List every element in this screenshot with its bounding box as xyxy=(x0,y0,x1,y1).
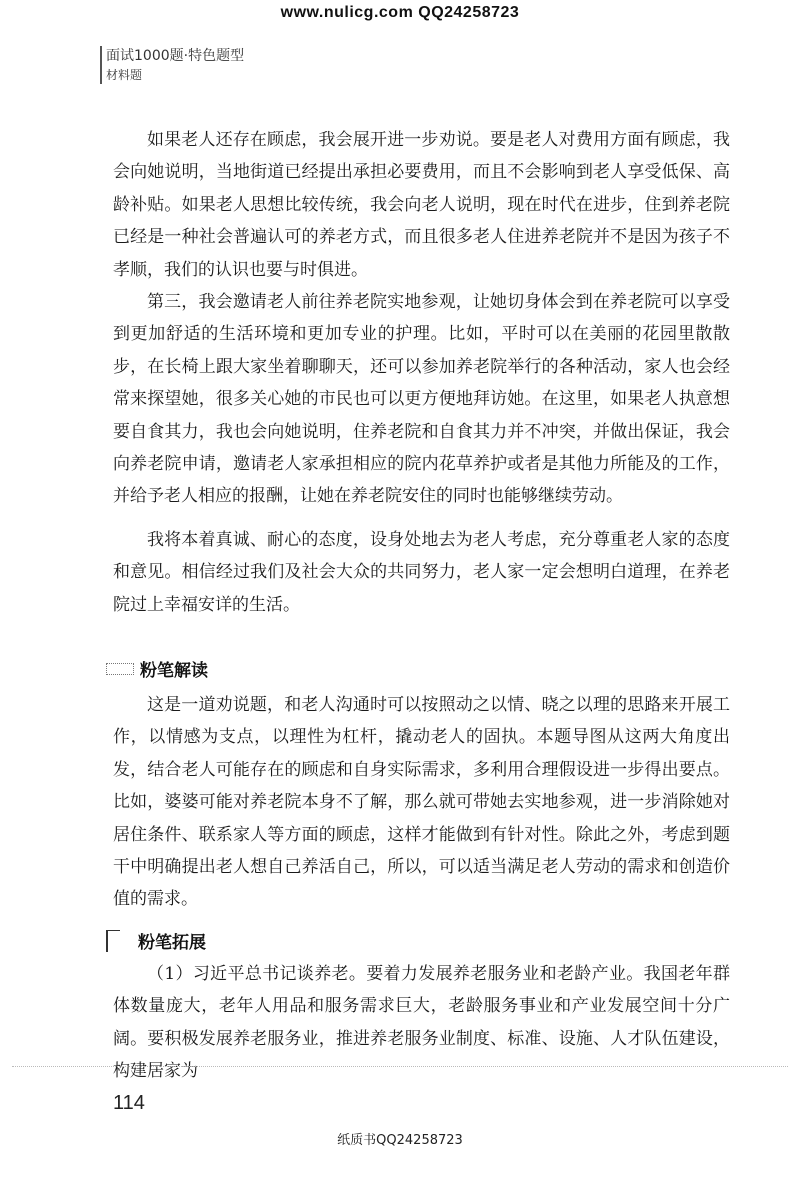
section-heading-extension xyxy=(106,928,206,953)
section-marker-icon xyxy=(106,663,134,675)
body-paragraph-2: 第三，我会邀请老人前往养老院实地参观，让她切身体会到在养老院可以享受到更加舒适的生活环境和更加专业的护理。比如，平时可以在美丽的花园里散散步，在长椅上跟大家坐着聊聊天，还可以参加养老院举行的各种活动，家人也会经常来探望她，很多关心她的市民也可以更方便地拜访她。在这里，如果老人执意想要自食其力，我也会向她说明，住养老院和自食其力并不冲突，并做出保证，我会向养老院申请，邀请老人家承担相应的院内花草养护或者是其他力所能及的工作，并给予老人相应的报酬，让她在养老院安住的同时也能够继续劳动。 xyxy=(113,292,730,507)
watermark-bottom: 纸质书QQ24258723 xyxy=(337,1133,463,1148)
page-number: 114 xyxy=(113,1092,145,1114)
body-paragraph-1: 如果老人还存在顾虑，我会展开进一步劝说。要是老人对费用方面有顾虑，我会向她说明，当地街道已经提出承担必要费用，而且不会影响到老人享受低保、高龄补贴。如果老人思想比较传统，我会向老人说明，现在时代在进步，住到养老院已经是一种社会普遍认可的养老方式，而且很多老人住进养老院并不是因为孩子不孝顺，我们的认识也要与时俱进。 xyxy=(113,130,730,280)
section-marker-icon xyxy=(106,930,120,952)
running-head-subtitle: 材料题 xyxy=(106,68,143,82)
running-head-series: 面试1000题·特色题型 xyxy=(106,48,245,64)
scan-artifact-line xyxy=(12,1066,788,1067)
watermark-top: www.nulicg.com QQ24258723 xyxy=(280,4,520,21)
running-head xyxy=(100,46,244,84)
body-paragraph-3: 我将本着真诚、耐心的态度，设身处地去为老人考虑，充分尊重老人家的态度和意见。相信经过我们及社会大众的共同努力，老人家一定会想明白道理，在养老院过上幸福安详的生活。 xyxy=(113,530,730,615)
section-title-extension: 粉笔拓展 xyxy=(138,933,206,953)
section-heading-interpretation xyxy=(106,656,208,681)
interpretation-paragraph: 这是一道劝说题，和老人沟通时可以按照动之以情、晓之以理的思路来开展工作，以情感为支点，以理性为杠杆，撬动老人的固执。本题导图从这两大角度出发，结合老人可能存在的顾虑和自身实际需求，多利用合理假设进一步得出要点。比如，婆婆可能对养老院本身不了解，那么就可带她去实地参观，进一步消除她对居住条件、联系家人等方面的顾虑，这样才能做到有针对性。除此之外，考虑到题干中明确提出老人想自己养活自己，所以，可以适当满足老人劳动的需求和创造价值的需求。 xyxy=(113,695,730,910)
section-title-interpretation: 粉笔解读 xyxy=(140,661,208,681)
extension-paragraph: （1）习近平总书记谈养老。要着力发展养老服务业和老龄产业。我国老年群体数量庞大，老年人用品和服务需求巨大，老龄服务事业和产业发展空间十分广阔。要积极发展养老服务业，推进养老服务业制度、标准、设施、人才队伍建设，构建居家为 xyxy=(113,964,730,1082)
